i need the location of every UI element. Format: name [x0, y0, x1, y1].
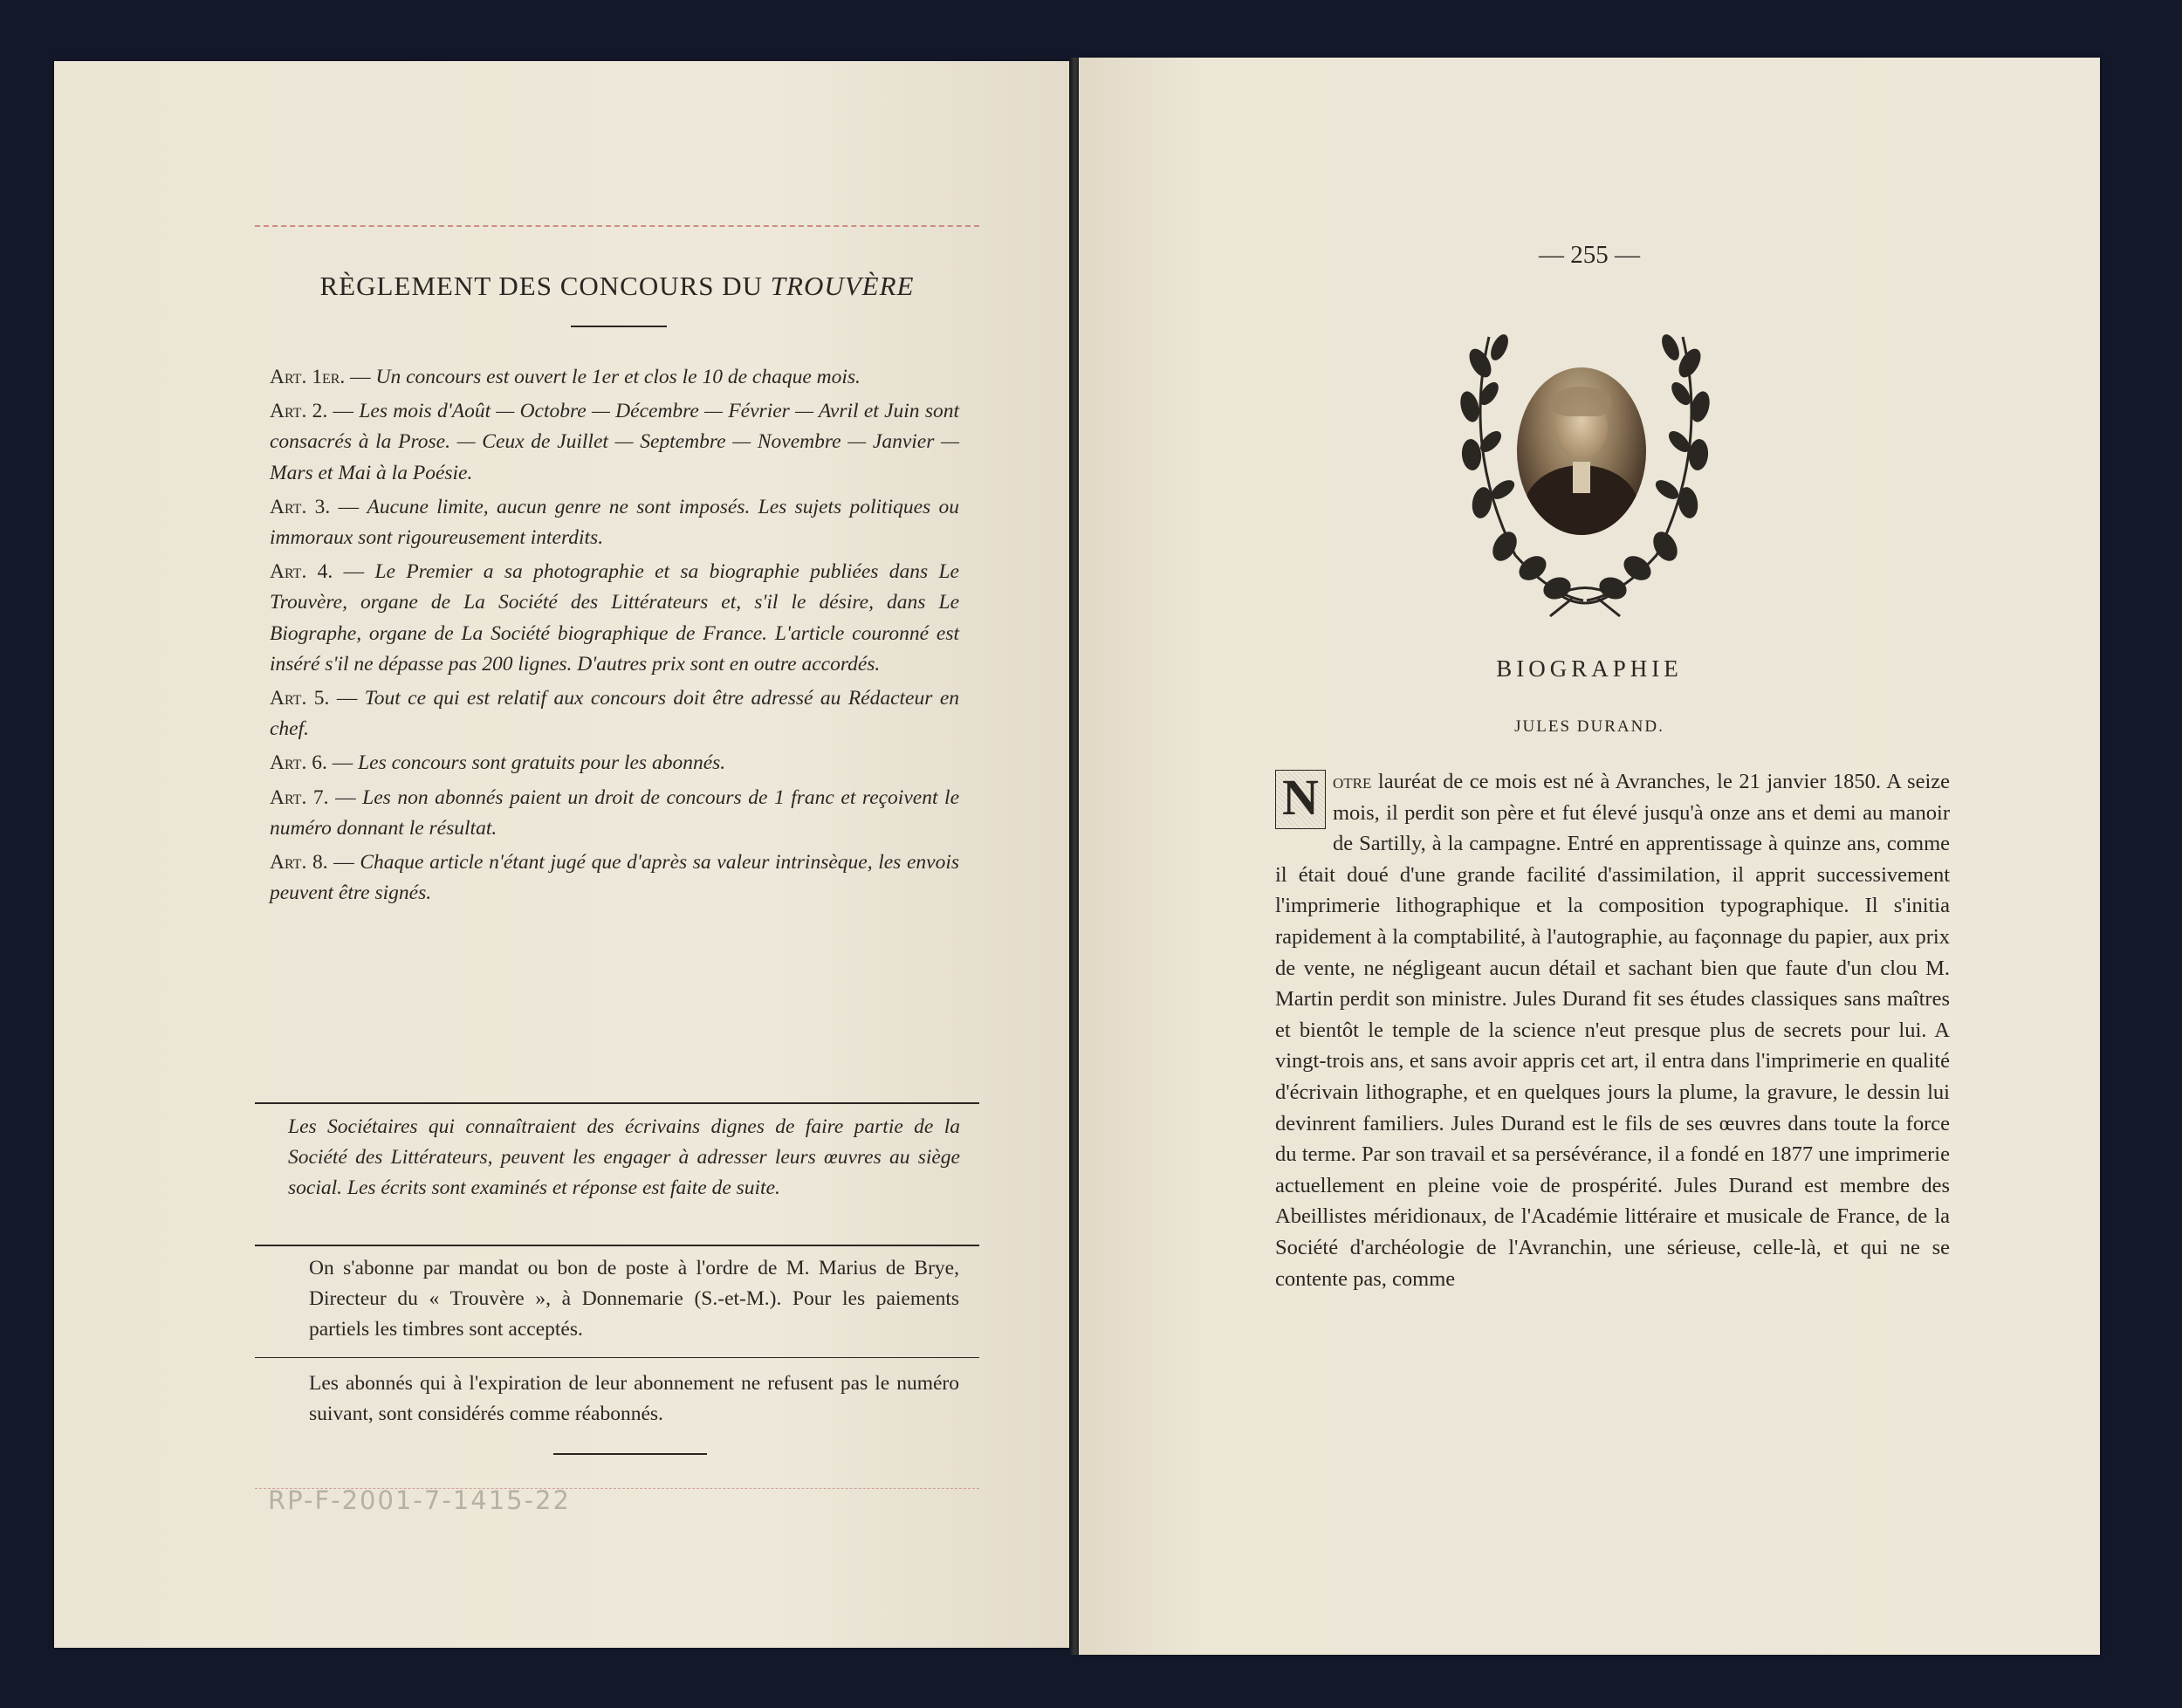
divider-2: [255, 1245, 979, 1246]
dropcap-letter: N: [1275, 770, 1326, 829]
article-7: Art. 7. — Les non abonnés paient un droit de concours de 1 franc et reçoivent le numéro donnant le résultat.: [270, 785, 959, 840]
portrait-with-wreath: [1454, 293, 1716, 618]
article-5: Art. 5. — Tout ce qui est relatif aux concours doit être adressé au Rédacteur en chef.: [270, 687, 960, 741]
left-page: [54, 61, 1069, 1648]
article-1: Art. 1er. — Un concours est ouvert le 1er et clos le 10 de chaque mois.: [270, 366, 861, 388]
biography-body: lauréat de ce mois est né à Avranches, le 21 janvier 1850. A seize mois, il perdit son père et fut élevé jusqu'à onze ans et demi au manoir de Sartilly, à la campagne. Entré en apprentissage à quinze ans, comme il était doué d'une grande facilité d'assimilation, il apprit successivement l'imprimerie lithographique et la composition typographique. Il s'initia rapidement à la comptabilité, à l'autographie, au façonnage du papier, aux prix de vente, ne négligeant aucun détail et sachant bien que faute d'un clou M. Martin perdit son ministre. Jules Durand fit ses études classiques sans maîtres et bientôt le temple de la science n'eut presque plus de secrets pour lui. A vingt-trois ans, et sans avoir appris cet art, il entra dans l'imprimerie en qualité d'écrivain lithographe, et en quelques jours la plume, la gravure, le dessin lui devinrent familiers. Jules Durand est le fils de ses œuvres dans toute la force du terme. Par son travail et sa persévérance, il a fondé en 1877 une imprimerie actuellement en pleine voie de prospérité. Jules Durand est membre des Abeillistes méridionaux, de l'Académie littéraire et musicale de France, de la Société d'archéologie de l'Avranchin, une sérieuse, celle-là, et qui ne se contente pas, comme: [1275, 770, 1951, 1291]
renewal-notice: Les abonnés qui à l'expiration de leur abonnement ne refusent pas le numéro suivant, sont considérés comme réabonnés.: [309, 1372, 959, 1426]
rules-heading-italic: TROUVÈRE: [770, 271, 915, 301]
first-word-rest: otre: [1333, 770, 1372, 793]
end-divider: [553, 1453, 707, 1455]
portrait-photo: [1517, 367, 1646, 535]
heading-divider: [571, 326, 667, 327]
biography-title: BIOGRAPHIE: [1496, 655, 1683, 682]
red-dashed-rule-top: [255, 225, 979, 227]
article-8: Art. 8. — Chaque article n'étant jugé que d'après sa valeur intrinsèque, les envois peuvent être signés.: [270, 851, 959, 905]
portrait-hair: [1552, 387, 1611, 416]
rules-heading-main: RÈGLEMENT DES CONCOURS DU: [319, 271, 764, 301]
article-6: Art. 6. — Les concours sont gratuits pour les abonnés.: [270, 751, 726, 775]
portrait-collar: [1573, 462, 1590, 493]
article-3: Art. 3. — Aucune limite, aucun genre ne sont imposés. Les sujets politiques ou immoraux sont rigoureusement interdits.: [270, 495, 960, 550]
biography-text: [1275, 766, 1950, 1294]
articles-list: [270, 362, 959, 912]
subscription-notice: On s'abonne par mandat ou bon de poste à l'ordre de M. Marius de Brye, Directeur du « Trouvère », à Donnemarie (S.-et-M.). Pour les paiements partiels les timbres sont acceptés.: [309, 1257, 959, 1341]
archive-stamp: RP-F-2001-7-1415-22: [268, 1485, 571, 1515]
article-2: Art. 2. — Les mois d'Août — Octobre — Décembre — Février — Avril et Juin sont consacrés à la Prose. — Ceux de Juillet — Septembre — Novembre — Janvier — Mars et Mai à la Poésie.: [270, 400, 959, 484]
article-4: Art. 4. — Le Premier a sa photographie et sa biographie publiées dans Le Trouvère, organe de La Société des Littérateurs et, s'il le désire, dans Le Biographe, organe de La Société biographique de France. L'article couronné est inséré s'il ne dépasse pas 200 lignes. D'autres prix sont en outre accordés.: [270, 560, 959, 676]
divider-3: [255, 1357, 979, 1358]
biography-subject: JULES DURAND.: [1514, 717, 1664, 736]
societaires-notice: Les Sociétaires qui connaîtraient des écrivains dignes de faire partie de la Société des Littérateurs, peuvent les engager à adresser leurs œuvres au siège social. Les écrits sont examinés et réponse est faite de suite.: [288, 1115, 960, 1200]
rules-heading: [255, 271, 979, 302]
page-number: — 255 —: [1539, 241, 1640, 269]
divider-1: [255, 1102, 979, 1104]
right-page: [1079, 58, 2100, 1655]
